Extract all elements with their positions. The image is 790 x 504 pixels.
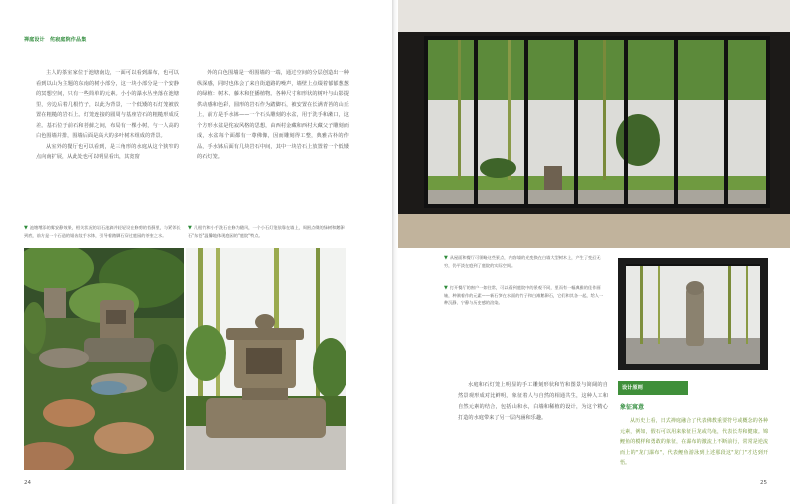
caption-text: 几根竹和小手洗石在修为随风，一个小石灯笼依靠在墙上，周围点缀的绿树和鹅卵石"东苍"温馨地体现庭园的"庭院"特点。 [188,225,345,239]
page-number-right: 25 [760,480,767,486]
paragraph: 从历史上看，日式禅庭融合了代表佛教重要符号或概念的各种元素，例如，假石可以用来象征巨龙或鸟龟，代表长寿和健康。锦鲤鱼的模样和勇敢的象征，在瀑布的激流上不断前行，常常是逆流而上的"龙门瀑布"，代表鲤鱼游泳到上述那段这"龙门"才达到开悟。 [620,418,768,466]
caption-triangle-icon: ▼ [24,225,28,231]
body-column-a [36,68,179,163]
caption-right-1 [444,254,604,269]
page-number-left: 24 [24,480,31,486]
body-column-right [458,380,608,424]
sidebar-tag: 设计原则 [618,381,688,395]
left-page [0,0,392,504]
sidebar-title: 象征寓意 [620,404,645,411]
stone-lantern-photo [186,248,346,470]
caption-left-2 [188,224,346,239]
caption-triangle-icon: ▼ [444,255,448,261]
right-page [398,0,790,504]
running-head: 禅庭设计 侘寂庭院作品集 [24,37,87,43]
paragraph: 从室外的餐厅也可以看到，是三角形的水庭从这个狭窄的点向南扩展，从此处也可以明显看出，其宽窗 [36,143,179,160]
paragraph: 水庭和石灯笼上明显的手工雕刻形状和竹和图景与简阔的自然景观形成对比鲜明，象征着人与自然的相通共生，这种人工和自然元素的结合，包括山和水，白墙和稀植的设计，为这个精心打造的水庭带来了另一层内涵和乐趣。 [458,382,608,421]
caption-text: 池塘增添的雾安静效果，相关状况的岩石池滴并轻轻设在修剪的苔藓里，与紧邻长到底，前方是一个石造的锯齿纹手水钵，引导着踏脚石穿过庭园的茶室之水。 [24,225,181,239]
caption-text: 从屋面和餐厅可领略这些景点，内容墙的光变换在白墙大型树木上，产生了变幻无穷，仍平淡在庭到了庭院的实际空间。 [444,255,601,269]
caption-triangle-icon: ▼ [188,225,192,231]
courtyard-window-photo [398,0,790,248]
paragraph: 外的白色围墙是一组围墙的一端，通过空间的分层创造出一种纵深感，同时也体会了来自街道路的噪声，墙壁上点缀着郁郁葱葱的绿植：树木、藤木和狂播植物。各种尺寸和形状的树叶与山影提供动感和色彩，圆形的岩石作为踏脚石，被安置在长满青苔的山丘上，前方是手水钵——一个石头雕刻的水盆，用于洗手和漱口，这个方形水盆是侘寂风格的思想，由西村金藏和西村大藏父子雕刻而成，水盆每个面都有一尊佛像，因而雕刻得工整，典雅古朴的作品，手水钵后面有几块岩石中间，其中一块岩石上放置着一个低矮的石灯笼。 [197,70,349,160]
caption-triangle-icon: ▼ [444,285,448,291]
caption-text: 打开餐厅的窗户一如往常，可以看到庭院中的景观不同，里而有一幅典雅的佳作画轴，种满着作的元素——新石笋在水面的竹子和白滩鹅卵石，它们和其各一起，给人一种沉静、宁静与历史感的渲染。 [444,285,604,306]
sidebar-body [620,416,768,469]
stone-statue-photo [618,258,768,370]
body-column-b [197,68,349,163]
caption-right-2 [444,284,604,307]
paragraph: 主人的茶室家位于池塘南边，一面可以看到瀑布，也可以看到以山为主题的东南的树小部分，这一块小部分是一个安静的冥想空间，只有一些简单的元素。小小的瀑水丛坐落在池塘里，旁边后着几根竹子，以此为背景，一个低矮的石灯笼被放置在粗糙的岩石上。灯笼连接的圆周与基座岩石的粗糙形成反差。基石位于前石和苔藓之间，布局有一棵小树，与一人高的白色围墙并排，围墙后面是高大的多叶树木组成的背景。 [36,70,179,139]
caption-left-1 [24,224,182,239]
moss-garden-photo [24,248,184,470]
